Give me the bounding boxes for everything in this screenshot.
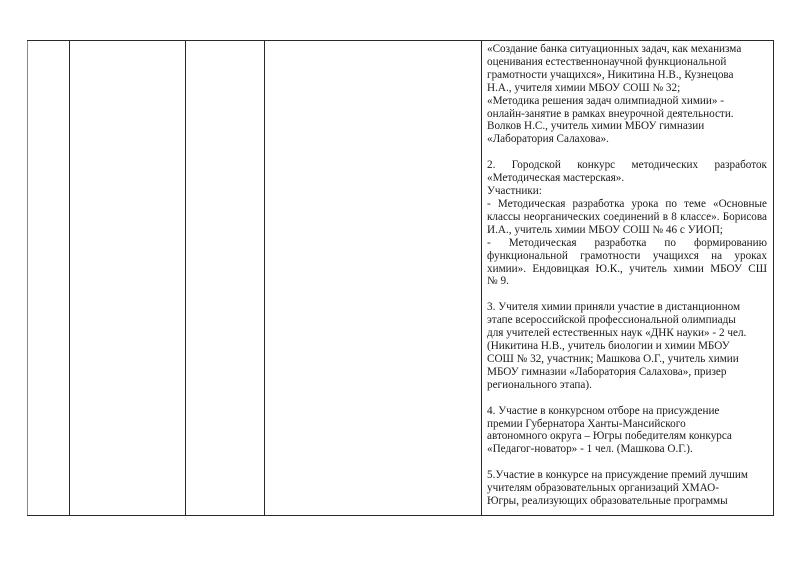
table-row: [28, 41, 774, 516]
spacer: [487, 288, 767, 301]
participants-label: Участники:: [487, 185, 542, 198]
text-line: грамотности учащихся», Никитина Н.В., Кузнецова: [487, 68, 734, 81]
text-line: учителям образовательных организаций ХМАО-: [487, 482, 719, 495]
text-line: № 9.: [487, 275, 509, 288]
text-line: Волков Н.С., учитель химии МБОУ гимназии: [487, 120, 705, 133]
text-line: 4. Участие в конкурсном отборе на присуждение: [487, 404, 720, 417]
report-table: [27, 40, 774, 516]
text-line: (Никитина Н.В., учитель биологии и химии МБОУ: [487, 340, 730, 353]
text-line: МБОУ гимназии «Лаборатория Салахова», призер: [487, 365, 727, 378]
spacer: [487, 392, 767, 405]
text-line: классы неорганических соединений в 8 классе». Борисова: [487, 210, 767, 223]
text-line: 5.Участие в конкурсе на присуждение премий лучшим: [487, 469, 748, 482]
text-line: «Создание банка ситуационных задач, как механизма: [487, 43, 742, 55]
text-line: «Методика решения задач олимпиадной химии» -: [487, 94, 724, 107]
text-line: Н.А., учителя химии МБОУ СОШ № 32;: [487, 81, 681, 94]
spacer: [487, 146, 767, 159]
text-line: 3. Учителя химии приняли участие в дистанционном: [487, 301, 741, 314]
text-line: онлайн-занятие в рамках внеурочной деятельности.: [487, 107, 734, 120]
text-line: оценивания естественнонаучной функциональной: [487, 55, 727, 68]
text-line: «Педагог-новатор» - 1 чел. (Машкова О.Г.).: [487, 443, 693, 456]
block-governor-prize: [487, 405, 767, 457]
text-line: «Лаборатория Салахова».: [487, 133, 609, 146]
contest-heading: «Методическая мастерская».: [487, 172, 625, 185]
table-cell-activities: [482, 41, 774, 516]
table-cell-col4: [265, 41, 482, 516]
text-line: - Методическая разработка по формированию: [487, 236, 767, 249]
block-olympiad: [487, 301, 767, 391]
text-line: - Методическая разработка урока по теме «Основные: [487, 197, 767, 210]
text-line: СОШ № 32, участник; Машкова О.Г., учитель химии: [487, 352, 739, 365]
block-situational-tasks: [487, 43, 767, 146]
table-cell-number: [28, 41, 70, 516]
text-line: автономного округа – Югры победителям конкурса: [487, 430, 732, 443]
table-cell-col3: [186, 41, 265, 516]
block-best-teachers: [487, 469, 767, 508]
contest-heading: 2. Городской конкурс методических разработок: [487, 159, 767, 172]
text-line: для учителей естественных наук «ДНК науки» - 2 чел.: [487, 327, 747, 340]
text-line: функциональной грамотности учащихся на уроках: [487, 249, 767, 262]
text-line: премии Губернатора Ханты-Мансийского: [487, 417, 686, 430]
text-line: химии». Ендовицкая Ю.К., учитель химии МБОУ СШ: [487, 262, 767, 275]
block-city-contest: [487, 159, 767, 288]
text-line: регионального этапа).: [487, 378, 592, 391]
text-line: Югры, реализующих образовательные программы: [487, 495, 728, 508]
text-line: этапе всероссийской профессиональной олимпиады: [487, 314, 736, 327]
table-cell-col2: [70, 41, 186, 516]
text-line: И.А., учитель химии МБОУ СОШ № 46 с УИОП;: [487, 223, 723, 236]
spacer: [487, 456, 767, 469]
